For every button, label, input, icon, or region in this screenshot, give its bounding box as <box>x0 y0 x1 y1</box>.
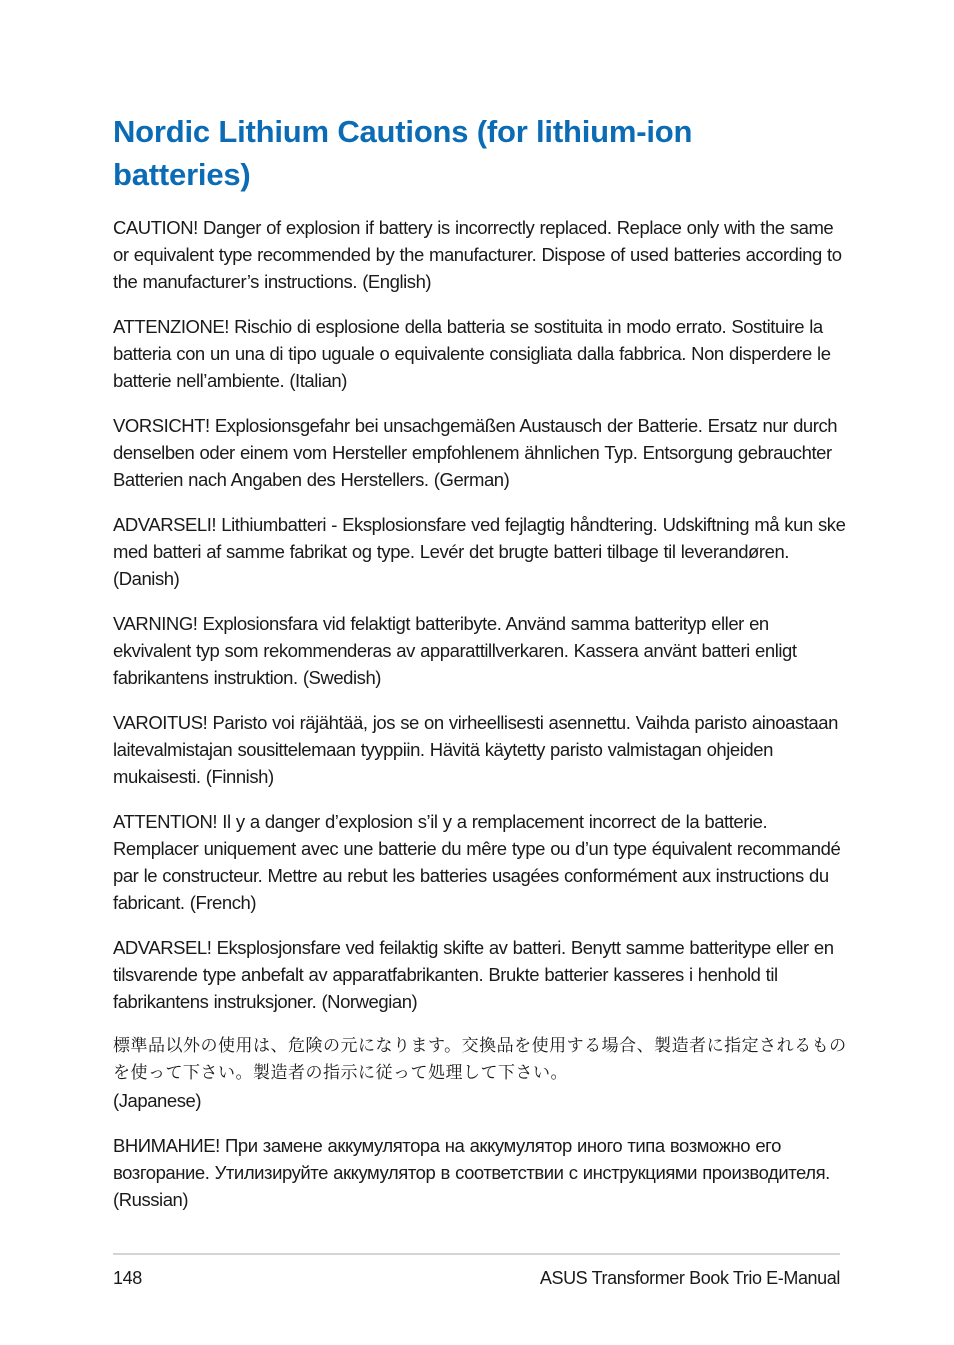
caution-french: ATTENTION! Il y a danger d’explosion s’il y a remplacement incorrect de la batterie. Remplacer uniquement avec une batterie du mêre type ou d’un type équivalent recommandé par le constructeur. Mettre au rebut les batteries usagées conformément aux instructions du fabricant. (French) <box>113 811 841 913</box>
footer-divider <box>113 1253 840 1255</box>
caution-english: CAUTION! Danger of explosion if battery is incorrectly replaced. Replace only with the same or equivalent type recommended by the manufacturer. Dispose of used batteries according to the manufacturer’s instructions. (English) <box>113 217 842 292</box>
caution-danish: ADVARSELI! Lithiumbatteri - Eksplosionsfare ved fejlagtig håndtering. Udskiftning må kun ske med batteri af samme fabrikat og type. Levér det brugte batteri tilbage til leverandøren. (Danish) <box>113 514 846 589</box>
caution-list <box>113 214 848 1231</box>
caution-finnish: VAROITUS! Paristo voi räjähtää, jos se on virheellisesti asennettu. Vaihda paristo ainoastaan laitevalmistajan sousittelemaan tyyppiin. Hävitä käytetty paristo valmistagan ohjeiden mukaisesti. (Finnish) <box>113 712 838 787</box>
caution-swedish: VARNING! Explosionsfara vid felaktigt batteribyte. Använd samma batterityp eller en ekvivalent typ som rekommenderas av apparattillverkaren. Kassera använt batteri enligt fabrikantens instruktion. (Swedish) <box>113 613 797 688</box>
caution-japanese-label: (Japanese) <box>113 1090 202 1111</box>
caution-japanese <box>113 1033 848 1114</box>
caution-russian: ВНИМАНИЕ! При замене аккумулятора на аккумулятор иного типа возможно его возгорание. Утилизируйте аккумулятор в соответствии с инструкциями производителя. (Russian) <box>113 1135 830 1210</box>
caution-italian: ATTENZIONE! Rischio di esplosione della batteria se sostituita in modo errato. Sostituire la batteria con un una di tipo uguale o equivalente consigliata dalla fabbrica. Non disperdere le batterie nell’ambiente. (Italian) <box>113 316 831 391</box>
manual-title: ASUS Transformer Book Trio E-Manual <box>539 1268 840 1288</box>
page-footer <box>113 1265 840 1291</box>
caution-norwegian: ADVARSEL! Eksplosjonsfare ved feilaktig skifte av batteri. Benytt samme batteritype eller en tilsvarende type anbefalt av apparatfabrikanten. Brukte batterier kasseres i henhold til fabrikantens instruksjoner. (Norwegian) <box>113 937 834 1012</box>
page-number: 148 <box>113 1268 142 1288</box>
page-title: Nordic Lithium Cautions (for lithium-ion batteries) <box>113 114 693 192</box>
caution-german: VORSICHT! Explosionsgefahr bei unsachgemäßen Austausch der Batterie. Ersatz nur durch denselben oder einem vom Hersteller empfohlenem ähnlichen Typ. Entsorgung gebrauchter Batterien nach Angaben des Herstellers. (German) <box>113 415 838 490</box>
caution-japanese-text: 標準品以外の使用は、危険の元になります。交換品を使用する場合、製造者に指定されるものを使って下さい。製造者の指示に従って処理して下さい。 <box>113 1036 847 1083</box>
